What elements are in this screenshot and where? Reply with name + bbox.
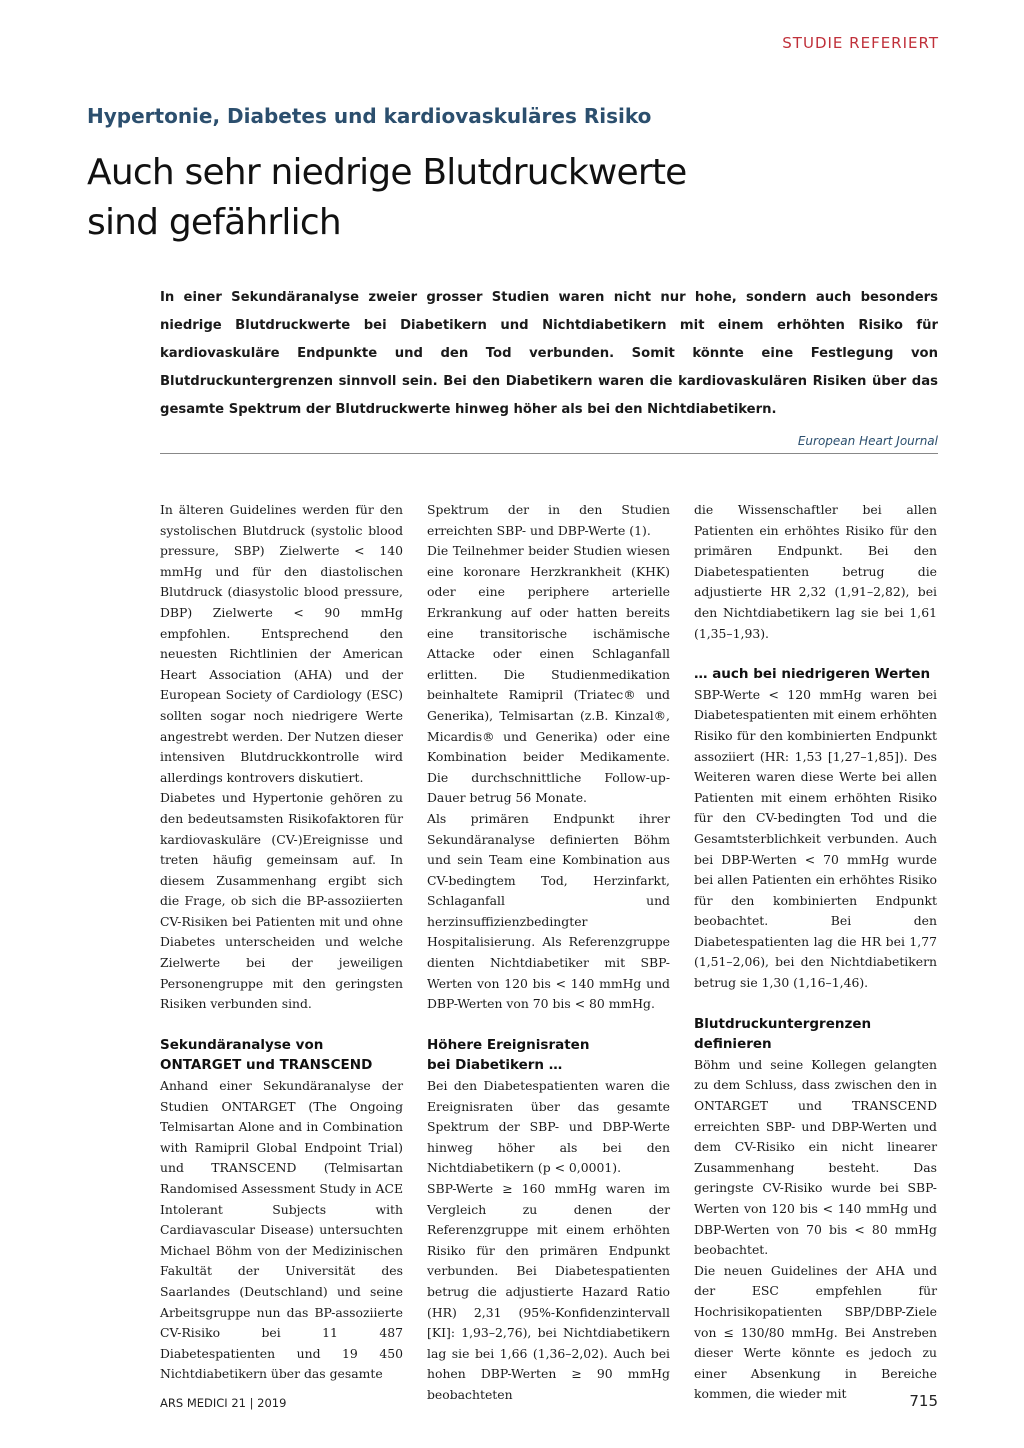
paragraph: Diabetes und Hypertonie gehören zu den bedeutsamsten Risikofaktoren für kardiovaskuläre (CV-)Ereignisse und treten häufig gemeinsam auf. In diesem Zusammenhang ergibt sich die Frage, ob sich die BP-assoziierten CV-Risiken bei Patienten mit und ohne Diabetes unterscheiden und welche Zielwerte bei der jeweiligen Personengruppe mit den geringsten Risiken verbunden sind.: [160, 790, 403, 1012]
paragraph: Als primären Endpunkt ihrer Sekundäranalyse definierten Böhm und sein Team eine Kombination aus CV-bedingtem Tod, Herzinfarkt, Schlaganfall und herzinsuffizienzbedingter Hospitalisierung. Als Referenzgruppe dienten Nichtdiabetiker mit SBP-Werten von 120 bis < 140 mmHg und DBP-Werten von 70 bis < 80 mmHg.: [427, 810, 670, 1012]
section-heading: [694, 1014, 937, 1055]
paragraph: die Wissenschaftler bei allen Patienten ein erhöhtes Risiko für den primären Endpunkt. Bei den Diabetespatienten betrug die adjustierte HR 2,32 (1,91–2,82), bei den Nichtdiabetikern lag sie bei 1,61 (1,35–1,93).: [694, 502, 937, 641]
section-heading-line: Höhere Ereignisraten: [427, 1036, 590, 1053]
divider-line: [160, 453, 938, 454]
section-heading-line: definieren: [694, 1036, 772, 1053]
paragraph: Bei den Diabetespatienten waren die Ereignisraten über das gesamte Spektrum der SBP- und DBP-Werte hinweg höher als bei den Nichtdiabetikern (p < 0,0001).: [427, 1078, 670, 1176]
article-title-line2: sind gefährlich: [87, 202, 341, 243]
paragraph: Die Teilnehmer beider Studien wiesen eine koronare Herzkrankheit (KHK) oder eine periphere arterielle Erkrankung auf oder hatten bereits eine transitorische ischämische Attacke oder einen Schlaganfall erlitten. Die Studienmedikation beinhaltete Ramipril (Triatec® und Generika), Telmisartan (z.B. Kinzal®, Micardis® und Generika) oder eine Kombination beider Medikamente. Die durchschnittliche Follow-up-Dauer betrug 56 Monate.: [427, 543, 670, 806]
section-heading-line: Sekundäranalyse von: [160, 1036, 324, 1053]
article-title: [87, 148, 937, 248]
section-heading-line: bei Diabetikern …: [427, 1057, 563, 1074]
paragraph: Die neuen Guidelines der AHA und der ESC empfehlen für Hochrisikopatienten SBP/DBP-Ziele von ≤ 130/80 mmHg. Bei Anstreben dieser Werte könnte es jedoch zu einer Absenkung in Bereiche kommen, die wieder mit: [694, 1262, 937, 1402]
section-heading-line: Blutdruckuntergrenzen: [694, 1015, 872, 1032]
paragraph: SBP-Werte ≥ 160 mmHg waren im Vergleich zu denen der Referenzgruppe mit einem erhöhten Risiko für den primären Endpunkt verbunden. Bei Diabetespatienten betrug die adjustierte Hazard Ratio (HR) 2,31 (95%-Konfidenzintervall [KI]: 1,93–2,76), bei Nichtdiabetikern lag sie bei 1,66 (1,36–2,02). Auch bei hohen DBP-Werten ≥ 90 mmHg beobachteten: [427, 1181, 670, 1402]
section-heading: … auch bei niedrigeren Werten: [694, 666, 931, 683]
section-heading: [427, 1035, 670, 1076]
paragraph: Böhm und seine Kollegen gelangten zu dem Schluss, dass zwischen den in ONTARGET und TRANSCEND erreichten SBP- und DBP-Werten und dem CV-Risiko ein nicht linearer Zusammenhang besteht. Das geringste CV-Risiko wurde bei SBP-Werten von 120 bis < 140 mmHg und DBP-Werten von 70 bis < 80 mmHg beobachtet.: [694, 1056, 937, 1258]
article-title-line1: Auch sehr niedrige Blutdruckwerte: [87, 152, 687, 193]
page-number: 715: [909, 1392, 938, 1410]
footer-journal: ARS MEDICI 21 | 2019: [160, 1396, 287, 1410]
article-source: European Heart Journal: [797, 434, 938, 448]
text-column-2: [427, 500, 670, 1406]
paragraph: SBP-Werte < 120 mmHg waren bei Diabetespatienten mit einem erhöhten Risiko für den kombinierten Endpunkt assoziiert (HR: 1,53 [1,27–1,85]). Des Weiteren waren diese Werte bei allen Patienten mit einem erhöhten Risiko für den CV-bedingten Tod und die Gesamtsterblichkeit verbunden. Auch bei DBP-Werten < 70 mmHg wurde bei allen Patienten ein erhöhtes Risiko für den kombinierten Endpunkt beobachtet. Bei den Diabetespatienten lag die HR bei 1,77 (1,51–2,06), bei den Nichtdiabetikern betrug sie 1,30 (1,16–1,46).: [694, 686, 937, 991]
article-lead: In einer Sekundäranalyse zweier grosser Studien waren nicht nur hohe, sondern auch besonders niedrige Blutdruckwerte bei Diabetikern und Nichtdiabetikern mit einem erhöhten Risiko für kardiovaskuläre Endpunkte und den Tod verbunden. Somit könnte eine Festlegung von Blutdruckuntergrenzen sinnvoll sein. Bei den Diabetikern waren die kardiovaskulären Risiken über das gesamte Spektrum der Blutdruckwerte hinweg höher als bei den Nichtdiabetikern.: [160, 290, 938, 417]
section-tag: STUDIE REFERIERT: [782, 34, 939, 52]
paragraph: Spektrum der in den Studien erreichten SBP- und DBP-Werte (1).: [427, 502, 670, 538]
text-column-3: [694, 500, 937, 1405]
paragraph: In älteren Guidelines werden für den systolischen Blutdruck (systolic blood pressure, SBP) Zielwerte < 140 mmHg und für den diastolischen Blutdruck (diasystolic blood pressure, DBP) Zielwerte < 90 mmHg empfohlen. Entsprechend den neuesten Richtlinien der American Heart Association (AHA) und der European Society of Cardiology (ESC) sollten sogar noch niedrigere Werte angestrebt werden. Der Nutzen dieser intensiven Blutdruckkontrolle wird allerdings kontrovers diskutiert.: [160, 502, 403, 785]
section-heading-line: ONTARGET und TRANSCEND: [160, 1057, 373, 1074]
text-column-1: [160, 500, 403, 1385]
article-kicker: Hypertonie, Diabetes und kardiovaskuläres Risiko: [87, 104, 652, 128]
section-heading: [160, 1035, 403, 1076]
paragraph: Anhand einer Sekundäranalyse der Studien ONTARGET (The Ongoing Telmisartan Alone and in Combination with Ramipril Global Endpoint Trial) und TRANSCEND (Telmisartan Randomised Assessment Study in ACE Intolerant Subjects with Cardiavascular Disease) untersuchten Michael Böhm von der Medizinischen Fakultät der Universität des Saarlandes (Deutschland) und seine Arbeitsgruppe nun das BP-assoziierte CV-Risiko bei 11 487 Diabetespatienten und 19 450 Nichtdiabetikern über das gesamte: [160, 1078, 404, 1382]
